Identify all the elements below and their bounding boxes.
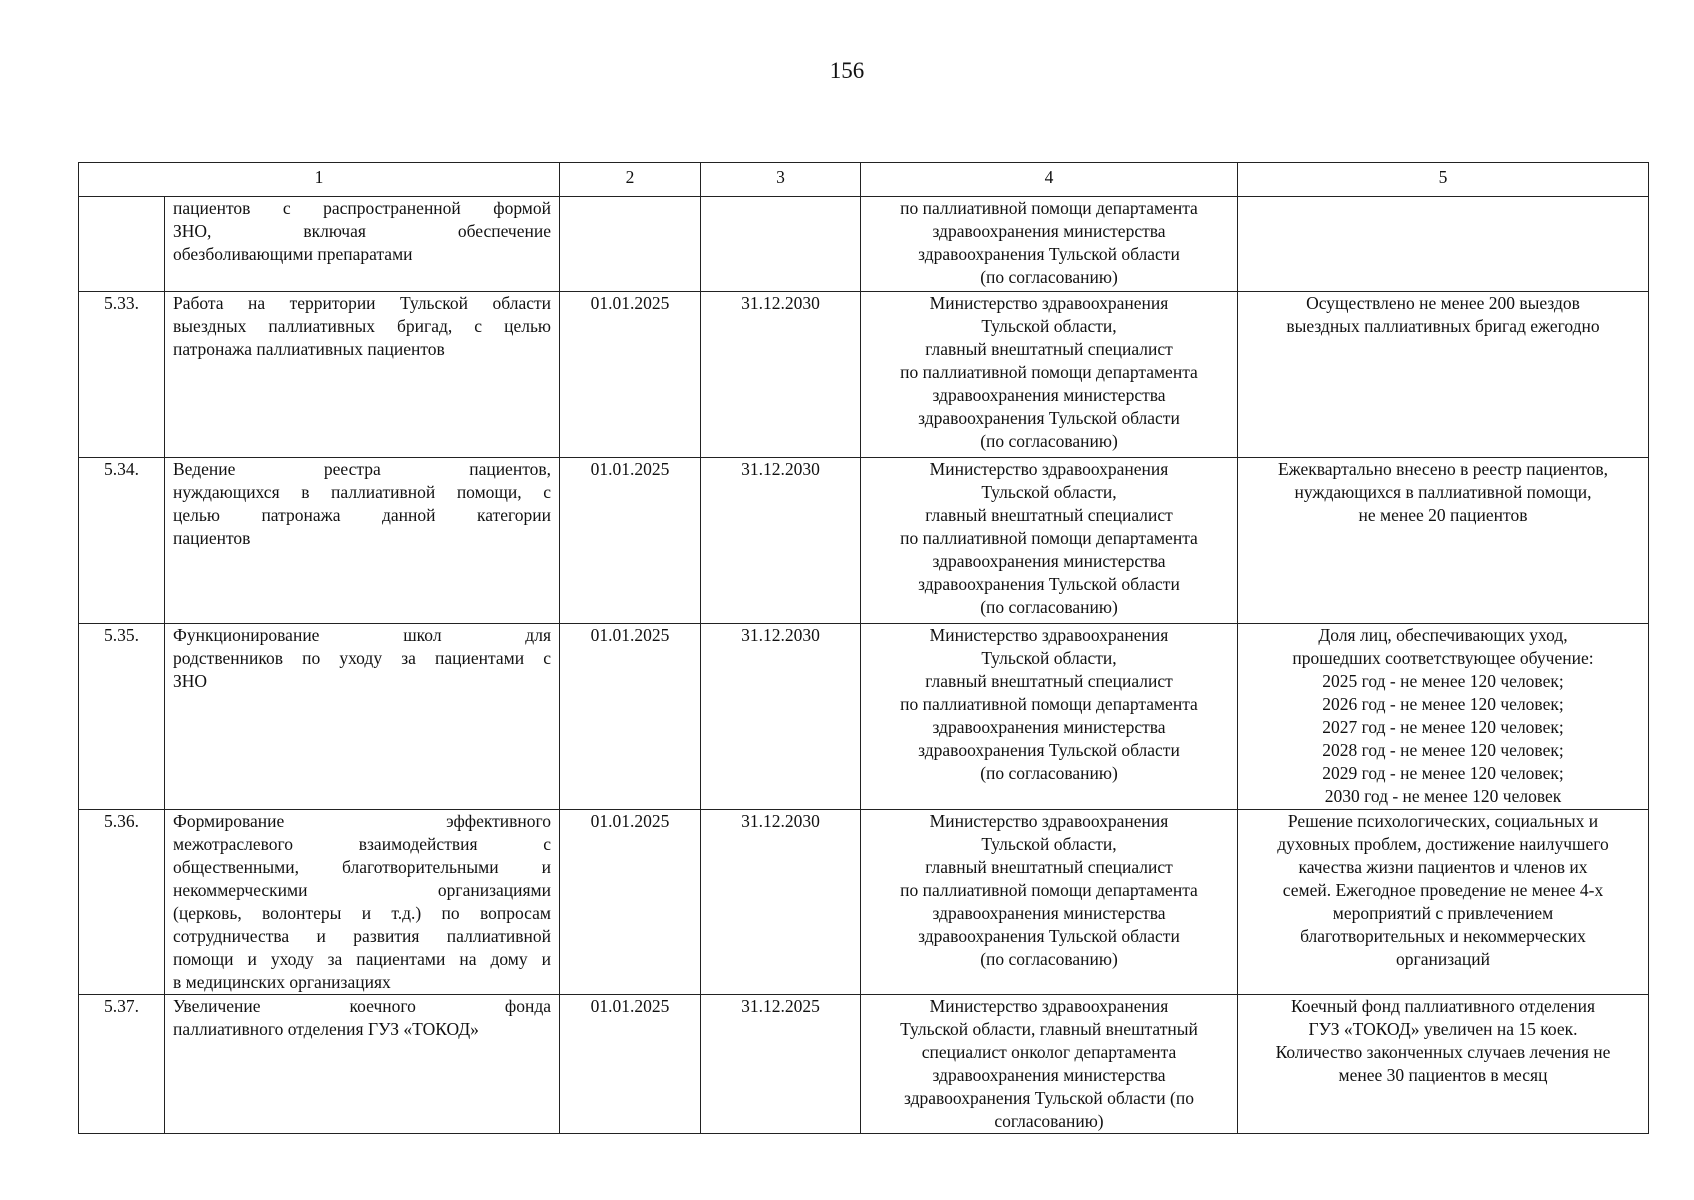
expected-result-line: нуждающихся в паллиативной помощи, bbox=[1294, 482, 1592, 502]
activity-name-line: Функционирование школ для bbox=[173, 625, 551, 645]
expected-result bbox=[1238, 995, 1649, 1134]
expected-result-line: Коечный фонд паллиативного отделения bbox=[1290, 996, 1596, 1016]
activity-name-line: целью патронажа данной категории bbox=[173, 505, 551, 525]
activity-name-line: сотрудничества и развития паллиативной bbox=[173, 926, 551, 946]
responsible-line: здравоохранения Тульской области bbox=[918, 926, 1180, 946]
responsible-line: Министерство здравоохранения bbox=[929, 996, 1169, 1016]
activity-name-line: некоммерческими организациями bbox=[173, 880, 551, 900]
end-date: 31.12.2030 bbox=[701, 810, 861, 995]
responsible-line: здравоохранения Тульской области bbox=[918, 244, 1180, 264]
expected-result bbox=[1238, 292, 1649, 458]
responsible-line: Тульской области, bbox=[981, 834, 1117, 854]
expected-result-line: прошедших соответствующее обучение: bbox=[1292, 648, 1594, 668]
responsible-line: главный внештатный специалист bbox=[925, 857, 1173, 877]
responsible-line: здравоохранения Тульской области bbox=[918, 740, 1180, 760]
expected-result bbox=[1238, 810, 1649, 995]
header-col-3: 3 bbox=[701, 163, 861, 197]
expected-result-line: 2028 год - не менее 120 человек; bbox=[1322, 740, 1564, 760]
header-row bbox=[79, 163, 1649, 197]
expected-result-line: духовных проблем, достижение наилучшего bbox=[1277, 834, 1609, 854]
table-row bbox=[79, 810, 1649, 995]
item-number bbox=[79, 197, 165, 292]
activity-name-line: паллиативного отделения ГУЗ «ТОКОД» bbox=[173, 1019, 479, 1039]
table-row bbox=[79, 197, 1649, 292]
expected-result-line: 2025 год - не менее 120 человек; bbox=[1322, 671, 1564, 691]
activity-name-line: ЗНО bbox=[173, 671, 208, 691]
responsible bbox=[861, 810, 1238, 995]
responsible-line: специалист онколог департамента bbox=[921, 1042, 1177, 1062]
table-body bbox=[79, 197, 1649, 1134]
item-number: 5.37. bbox=[79, 995, 165, 1134]
expected-result-line: Осуществлено не менее 200 выездов bbox=[1306, 293, 1580, 313]
activity-name-line: в медицинских организациях bbox=[173, 972, 391, 992]
activity-name-line: ЗНО, включая обеспечение bbox=[173, 221, 551, 241]
responsible-line: здравоохранения Тульской области bbox=[918, 408, 1180, 428]
table-row bbox=[79, 624, 1649, 810]
expected-result-line: качества жизни пациентов и членов их bbox=[1298, 857, 1588, 877]
table-row bbox=[79, 292, 1649, 458]
activity-name-line: пациентов с распространенной формой bbox=[173, 198, 551, 218]
expected-result-line: 2029 год - не менее 120 человек; bbox=[1322, 763, 1564, 783]
end-date: 31.12.2025 bbox=[701, 995, 861, 1134]
responsible-line: (по согласованию) bbox=[980, 597, 1118, 617]
expected-result-line: 2030 год - не менее 120 человек bbox=[1324, 786, 1562, 806]
expected-result-line: Количество законченных случаев лечения не bbox=[1275, 1042, 1611, 1062]
responsible-line: здравоохранения министерства bbox=[932, 717, 1166, 737]
responsible-line: Министерство здравоохранения bbox=[929, 459, 1169, 479]
activity-name-line: общественными, благотворительными и bbox=[173, 857, 551, 877]
responsible-line: здравоохранения министерства bbox=[932, 385, 1166, 405]
expected-result-line: ГУЗ «ТОКОД» увеличен на 15 коек. bbox=[1308, 1019, 1578, 1039]
responsible-line: здравоохранения Тульской области (по bbox=[904, 1088, 1194, 1108]
expected-result-line: не менее 20 пациентов bbox=[1358, 505, 1528, 525]
expected-result-line: Ежеквартально внесено в реестр пациентов, bbox=[1277, 459, 1609, 479]
end-date: 31.12.2030 bbox=[701, 458, 861, 624]
expected-result-line: выездных паллиативных бригад ежегодно bbox=[1286, 316, 1600, 336]
expected-result-line: мероприятий с привлечением bbox=[1332, 903, 1554, 923]
responsible bbox=[861, 458, 1238, 624]
responsible-line: согласованию) bbox=[994, 1111, 1104, 1131]
responsible-line: (по согласованию) bbox=[980, 949, 1118, 969]
header-col-5: 5 bbox=[1238, 163, 1649, 197]
responsible-line: (по согласованию) bbox=[980, 267, 1118, 287]
activity-name bbox=[165, 292, 560, 458]
expected-result bbox=[1238, 197, 1649, 292]
responsible-line: Министерство здравоохранения bbox=[929, 811, 1169, 831]
table-row bbox=[79, 995, 1649, 1134]
responsible-line: по паллиативной помощи департамента bbox=[900, 528, 1198, 548]
header-col-4: 4 bbox=[861, 163, 1238, 197]
end-date: 31.12.2030 bbox=[701, 624, 861, 810]
expected-result-line: Решение психологических, социальных и bbox=[1287, 811, 1599, 831]
expected-result-line: 2027 год - не менее 120 человек; bbox=[1322, 717, 1564, 737]
responsible-line: по паллиативной помощи департамента bbox=[900, 694, 1198, 714]
responsible-line: Тульской области, bbox=[981, 648, 1117, 668]
responsible-line: главный внештатный специалист bbox=[925, 671, 1173, 691]
expected-result bbox=[1238, 458, 1649, 624]
responsible bbox=[861, 995, 1238, 1134]
table-row bbox=[79, 458, 1649, 624]
activity-name-line: родственников по уходу за пациентами с bbox=[173, 648, 551, 668]
header-col-2: 2 bbox=[560, 163, 701, 197]
activity-name-line: (церковь, волонтеры и т.д.) по вопросам bbox=[173, 903, 551, 923]
end-date bbox=[701, 197, 861, 292]
expected-result-line: семей. Ежегодное проведение не менее 4-х bbox=[1282, 880, 1604, 900]
start-date: 01.01.2025 bbox=[560, 624, 701, 810]
activity-name-line: выездных паллиативных бригад, с целью bbox=[173, 316, 551, 336]
start-date bbox=[560, 197, 701, 292]
activity-name-line: помощи и уходу за пациентами на дому и bbox=[173, 949, 551, 969]
start-date: 01.01.2025 bbox=[560, 810, 701, 995]
responsible-line: (по согласованию) bbox=[980, 763, 1118, 783]
activity-name bbox=[165, 197, 560, 292]
expected-result-line: Доля лиц, обеспечивающих уход, bbox=[1318, 625, 1568, 645]
item-number: 5.35. bbox=[79, 624, 165, 810]
activity-name-line: Работа на территории Тульской области bbox=[173, 293, 551, 313]
header-col-1: 1 bbox=[79, 163, 560, 197]
item-number: 5.33. bbox=[79, 292, 165, 458]
responsible-line: главный внештатный специалист bbox=[925, 505, 1173, 525]
responsible-line: по паллиативной помощи департамента bbox=[900, 362, 1198, 382]
activity-name bbox=[165, 995, 560, 1134]
item-number: 5.36. bbox=[79, 810, 165, 995]
responsible bbox=[861, 624, 1238, 810]
expected-result-line: организаций bbox=[1396, 949, 1490, 969]
responsible-line: здравоохранения Тульской области bbox=[918, 574, 1180, 594]
page-number: 156 bbox=[829, 58, 865, 83]
start-date: 01.01.2025 bbox=[560, 995, 701, 1134]
start-date: 01.01.2025 bbox=[560, 458, 701, 624]
activity-name-line: межотраслевого взаимодействия с bbox=[173, 834, 551, 854]
responsible-line: по паллиативной помощи департамента bbox=[900, 880, 1198, 900]
activity-name-line: Формирование эффективного bbox=[173, 811, 551, 831]
expected-result bbox=[1238, 624, 1649, 810]
activity-name bbox=[165, 458, 560, 624]
responsible-line: здравоохранения министерства bbox=[932, 1065, 1166, 1085]
activity-name-line: обезболивающими препаратами bbox=[173, 244, 413, 264]
activity-name-line: патронажа паллиативных пациентов bbox=[173, 339, 445, 359]
activity-name-line: Ведение реестра пациентов, bbox=[173, 459, 551, 479]
responsible-line: (по согласованию) bbox=[980, 431, 1118, 451]
expected-result-line: 2026 год - не менее 120 человек; bbox=[1322, 694, 1564, 714]
responsible-line: Министерство здравоохранения bbox=[929, 293, 1169, 313]
responsible-line: Тульской области, главный внештатный bbox=[900, 1019, 1198, 1039]
responsible-line: Тульской области, bbox=[981, 316, 1117, 336]
expected-result-line: благотворительных и некоммерческих bbox=[1300, 926, 1586, 946]
responsible-line: Министерство здравоохранения bbox=[929, 625, 1169, 645]
expected-result-line: менее 30 пациентов в месяц bbox=[1338, 1065, 1548, 1085]
responsible-line: по паллиативной помощи департамента bbox=[900, 198, 1198, 218]
activity-name-line: нуждающихся в паллиативной помощи, с bbox=[173, 482, 551, 502]
responsible-line: Тульской области, bbox=[981, 482, 1117, 502]
activity-name bbox=[165, 810, 560, 995]
activity-name-line: Увеличение коечного фонда bbox=[173, 996, 551, 1016]
responsible-line: здравоохранения министерства bbox=[932, 221, 1166, 241]
start-date: 01.01.2025 bbox=[560, 292, 701, 458]
activity-name bbox=[165, 624, 560, 810]
responsible bbox=[861, 292, 1238, 458]
responsible-line: главный внештатный специалист bbox=[925, 339, 1173, 359]
end-date: 31.12.2030 bbox=[701, 292, 861, 458]
responsible-line: здравоохранения министерства bbox=[932, 551, 1166, 571]
responsible bbox=[861, 197, 1238, 292]
activities-table bbox=[78, 162, 1649, 1134]
activity-name-line: пациентов bbox=[173, 528, 251, 548]
item-number: 5.34. bbox=[79, 458, 165, 624]
responsible-line: здравоохранения министерства bbox=[932, 903, 1166, 923]
